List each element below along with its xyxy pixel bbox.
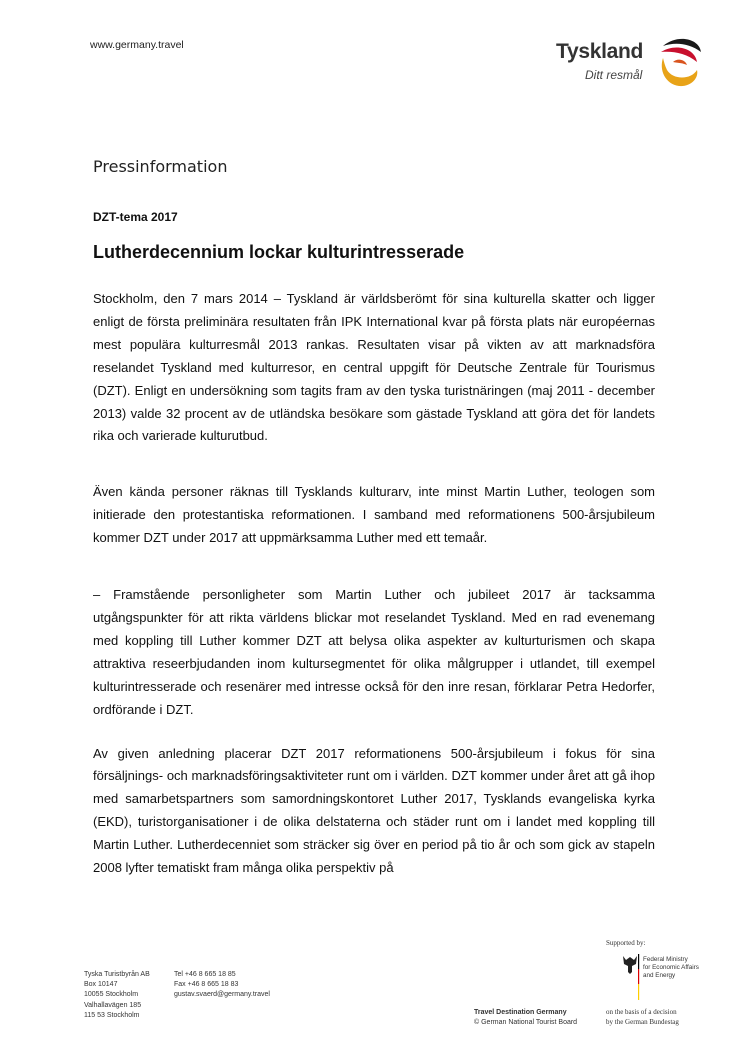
email-link[interactable]: gustav.svaerd@germany.travel (174, 991, 270, 999)
paragraph: Stockholm, den 7 mars 2014 – Tyskland är världsberömt för sina kulturella skatter och ligger enligt de första preliminära resultaten från IPK International kvar på första plats när européernas mest populära kulturresmål 2013 rankas. Resultaten visar på vikten av att marknadsföra reselandet Tyskland med kulturresor, en central uppgift för Deutsche Zentrale für Tourismus (DZT). Enligt en undersökning som tagits fram av den tyska turistnäringen (maj 2011 - december 2013) valde 32 procent av de utländska besökare som gästade Tyskland att göra det för landets rika och varierade kulturutbud. (93, 291, 655, 444)
ministry-name: Federal Ministry for Economic Affairs and Energy (643, 956, 699, 979)
footer-organization: Travel Destination Germany © German National Tourist Board (474, 1009, 578, 1026)
ministry-logo (620, 954, 715, 1000)
paragraph: Av given anledning placerar DZT 2017 reformationens 500-årsjubileum i fokus för sina försäljnings- och marknadsföringsaktiviteter runt om i världen. DZT kommer under året att gå ihop med samarbetspartners som samordningskontoret Luther 2017, Tysklands evangeliska kyrka (EKD), turistorganisationer i de olika delstaterna och städer runt om i landet med koppling till Martin Luther. Lutherdecenniet som sträcker sig över en period på tio år och som gick av stapeln 2008 lyfter tematiskt fram många olika perspektiv på (93, 745, 655, 876)
theme-label: DZT-tema 2017 (93, 210, 178, 224)
bundestag-basis: on the basis of a decision by the German Bundestag (606, 1008, 679, 1026)
paragraph: Även kända personer räknas till Tysklands kulturarv, inte minst Martin Luther, teologen som initierade den protestantiska reformationen. I samband med reformationens 500-årsjubileum kommer DZT under 2017 att uppmärksamma Luther med ett temaår. (93, 484, 655, 546)
section-label: Pressinformation (93, 157, 228, 176)
article-body (93, 288, 655, 880)
website-url: www.germany.travel (90, 39, 184, 51)
federal-eagle-icon (620, 954, 640, 1000)
footer-contact (174, 970, 270, 1001)
logo-title: Tyskland (556, 40, 644, 63)
tyskland-logo (556, 34, 706, 90)
phone-number: Tel +46 8 665 18 85 (174, 971, 236, 978)
paragraph: – Framstående personligheter som Martin Luther och jubileet 2017 är tacksamma utgångspunkter för att rikta världens blickar mot reselandet Tyskland. Med en rad evenemang med koppling till Luther kommer DZT att belysa olika aspekter av kulturturismen och skapa attraktiva reseerbjudanden inom kultursegmentet för olika målgrupper i utlandet, till exempel kulturintresserade och resenärer med intresse också för den inre resan, förklarar Petra Hedorfer, ordförande i DZT. (93, 587, 655, 717)
headline: Lutherdecennium lockar kulturintresserade (93, 242, 465, 262)
supported-by-label: Supported by: (606, 939, 646, 947)
dzt-swoosh-icon (653, 34, 705, 90)
logo-subtitle: Ditt resmål (585, 68, 643, 82)
fax-number: Fax +46 8 665 18 83 (174, 981, 239, 989)
footer-address: Tyska Turistbyrån AB Box 10147 10055 Stockholm Valhallavägen 185 115 53 Stockholm (84, 971, 150, 1019)
